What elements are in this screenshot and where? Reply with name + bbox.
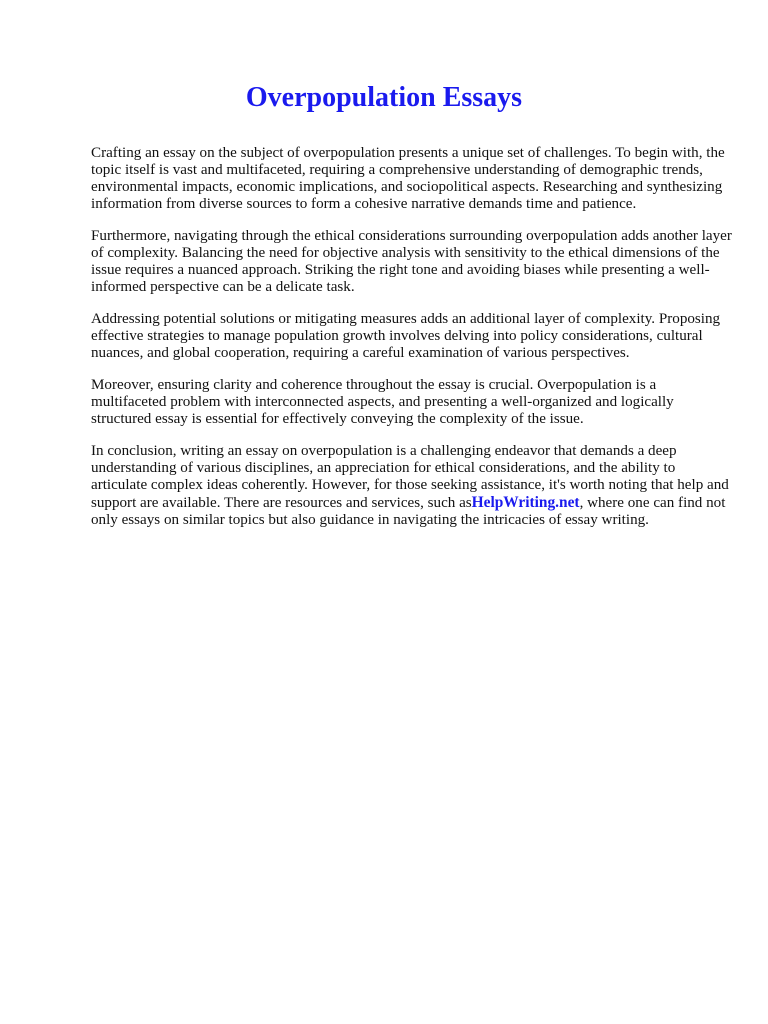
conclusion-text-before-link: In conclusion, writing an essay on overpopulation is a challenging endeavor that demands a deep understanding of various disciplines, an appreciation for ethical considerations, and the ability to articulate complex ideas coherently. However, for those seeking assistance, it's worth noting that help and support are available. There are resources and services, such as xyxy=(91,443,729,511)
page-title: Overpopulation Essays xyxy=(245,82,523,113)
conclusion-text-after-link: , where one can find not only essays on similar topics but also guidance in navigating the intricacies of essay writing. xyxy=(91,495,726,528)
paragraph-5-conclusion xyxy=(91,443,733,529)
document-body xyxy=(91,145,733,544)
helpwriting-link[interactable]: HelpWriting.net xyxy=(471,494,580,511)
paragraph-4: Moreover, ensuring clarity and coherence throughout the essay is crucial. Overpopulation is a multifaceted problem with interconnected aspects, and presenting a well-organized and logically structured essay is essential for effectively conveying the complexity of the issue. xyxy=(91,377,674,427)
paragraph-3: Addressing potential solutions or mitigating measures adds an additional layer of complexity. Proposing effective strategies to manage population growth involves delving into policy considerations, cultural nuances, and global cooperation, requiring a careful examination of various perspectives. xyxy=(91,311,721,361)
paragraph-1: Crafting an essay on the subject of overpopulation presents a unique set of challenges. To begin with, the topic itself is vast and multifaceted, requiring a comprehensive understanding of demographic trends, environmental impacts, economic implications, and sociopolitical aspects. Researching and synthesizing information from diverse sources to form a cohesive narrative demands time and patience. xyxy=(91,145,725,212)
paragraph-2: Furthermore, navigating through the ethical considerations surrounding overpopulation adds another layer of complexity. Balancing the need for objective analysis with sensitivity to the ethical dimensions of the issue requires a nuanced approach. Striking the right tone and avoiding biases while presenting a well-informed perspective can be a delicate task. xyxy=(91,228,732,295)
